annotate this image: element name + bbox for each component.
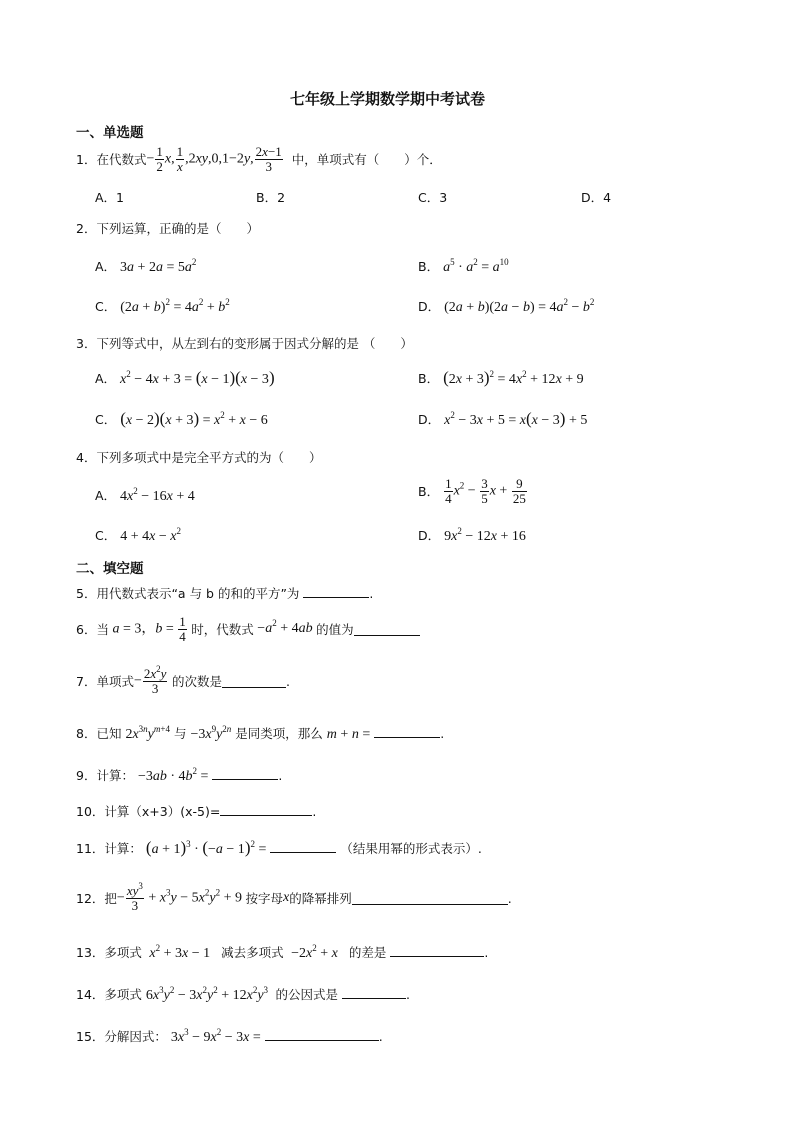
math-expression: $-3x^9y^{2n}$ [190, 724, 232, 742]
question-15: 15．分解因式： $3x^3 - 9x^2 - 3x$ = . [76, 1027, 383, 1045]
option-b[interactable]: B． $(2x + 3)^2 = 4x^2 + 12x + 9$ [418, 368, 584, 387]
question-text: 在代数式 [96, 152, 147, 167]
page-title: 七年级上学期数学期中考试卷 [290, 90, 486, 108]
option-d[interactable]: D．4 [581, 190, 612, 205]
math-expression: $(2a + b)(2a - b) = 4a^2 - b^2$ [444, 297, 595, 315]
answer-blank[interactable] [390, 944, 484, 957]
math-expression: $a^5 \cdot a^2 = a^{10}$ [443, 257, 509, 275]
section-fill-blank: 二、填空题 [76, 561, 144, 577]
answer-blank[interactable] [374, 725, 440, 738]
question-10: 10．计算（x+3）(x-5)= . [76, 804, 317, 819]
math-expression: $(a + 1)^3 \cdot (-a - 1)^2$ = [145, 838, 267, 857]
question-6: 6． 当 a = 3，b = $\frac{1}{4}$ 时，代数式 $-a^2 + 4ab$ 的值为 [76, 609, 420, 649]
question-8: 8．已知 $2x^{3n}y^{m+4}$ 与 $-3x^9y^{2n}$ 是同类项，那么 m + n = . [76, 724, 445, 742]
answer-blank[interactable] [212, 767, 278, 780]
option-d[interactable]: D． $9x^2 - 12x + 16$ [418, 526, 526, 544]
math-expression: $x^2 + 3x - 1$ [149, 943, 218, 961]
answer-blank[interactable] [265, 1028, 379, 1041]
question-1 [76, 141, 442, 177]
question-text: 下列多项式中是完全平方式的为（ ） [96, 450, 322, 465]
option-d[interactable]: D． $x^2 - 3x + 5 = x(x - 3) + 5$ [418, 409, 588, 428]
question-7: 7． 单项式 − $\frac{2x^2y}{3}$ 的次数是 . [76, 663, 290, 696]
answer-blank[interactable] [220, 803, 312, 816]
question-9: 9．计算： $-3ab \cdot 4b^2$ = . [76, 766, 283, 784]
math-expression: $\frac{1}{4}$ $x^2$ − $\frac{3}{5}$ x + $\frac{9}{25}$ [445, 475, 526, 506]
math-expression: − $\frac{1}{2}$ x, $\frac{1}{x}$ ,2xy,0,1−2y, $\frac{2x-1}{3}$ [146, 143, 282, 174]
math-expression: $3a + 2a = 5a^2$ [120, 257, 197, 275]
option-b[interactable]: B．2 [256, 190, 286, 205]
math-expression: $-2x^2 + x$ [287, 943, 338, 961]
math-expression: m + n = [326, 727, 371, 742]
question-number: 2． [76, 221, 97, 236]
math-expression: $2x^{3n}y^{m+4}$ [125, 724, 170, 742]
option-a[interactable]: A． $4x^2 - 16x + 4$ [95, 486, 195, 504]
option-a[interactable]: A． $x^2 - 4x + 3 = (x - 1)(x - 3)$ [95, 368, 275, 387]
math-expression: $(x - 2)(x + 3) = x^2 + x - 6$ [120, 409, 268, 428]
math-expression: $x^2 - 4x + 3 = (x - 1)(x - 3)$ [120, 368, 275, 387]
answer-blank[interactable] [342, 986, 406, 999]
math-expression: $6x^3y^2 - 3x^2y^2 + 12x^2y^3$ [145, 985, 269, 1003]
option-c[interactable]: C． $(2a + b)^2 = 4a^2 + b^2$ [95, 297, 230, 315]
math-expression: a = 3，b = $\frac{1}{4}$ [112, 613, 186, 644]
math-expression: $4 + 4x - x^2$ [120, 526, 181, 544]
question-text: 下列等式中，从左到右的变形属于因式分解的是 （ ） [96, 336, 413, 351]
question-2 [76, 219, 259, 237]
question-13: 13．多项式 $x^2 + 3x - 1$ 减去多项式 $-2x^2 + x$ 的差是 . [76, 943, 489, 961]
question-number: 1． [76, 152, 97, 167]
math-expression: $-a^2 + 4ab$ [253, 618, 313, 636]
section-single-choice: 一、单选题 [76, 125, 144, 141]
question-number: 4． [76, 450, 97, 465]
option-c[interactable]: C．3 [418, 190, 448, 205]
math-expression: − $\frac{xy^3}{3}$ + $x^3y - 5x^2y^2 + 9$ [116, 880, 246, 913]
option-b[interactable]: B． $\frac{1}{4}$ $x^2$ − $\frac{3}{5}$ x + $\frac{9}{25}$ [418, 475, 526, 506]
question-11: 11．计算： $(a + 1)^3 \cdot (-a - 1)^2$ = （结果用幂的形式表示）. [76, 838, 482, 857]
math-expression: $(2a + b)^2 = 4a^2 + b^2$ [120, 297, 230, 315]
math-expression: $3x^3 - 9x^2 - 3x$ = [170, 1027, 261, 1045]
math-expression: $x^2 - 3x + 5 = x(x - 3) + 5$ [444, 409, 588, 428]
option-a[interactable]: A．1 [95, 190, 125, 205]
math-expression: $(2x + 3)^2 = 4x^2 + 12x + 9$ [443, 368, 584, 387]
answer-blank[interactable] [352, 892, 508, 905]
math-expression: x [282, 890, 290, 905]
question-5: 5．用代数式表示“a 与 b 的和的平方”为 . [76, 586, 374, 601]
question-12: 12． 把 − $\frac{xy^3}{3}$ + $x^3y - 5x^2y^2 + 9$ 按字母 x 的降幂排列 . [76, 880, 512, 913]
answer-blank[interactable] [354, 623, 420, 636]
math-expression: $9x^2 - 12x + 16$ [444, 526, 526, 544]
answer-blank[interactable] [270, 840, 336, 853]
option-a[interactable]: A． $3a + 2a = 5a^2$ [95, 257, 197, 275]
math-expression: $4x^2 - 16x + 4$ [120, 486, 195, 504]
math-expression: $-3ab \cdot 4b^2$ = [137, 766, 209, 784]
answer-blank[interactable] [222, 675, 286, 688]
option-b[interactable]: B． $a^5 \cdot a^2 = a^{10}$ [418, 257, 509, 275]
question-text: 中，单项式有（ ）个． [291, 152, 442, 167]
question-4 [76, 448, 321, 466]
question-text: 下列运算，正确的是（ ） [96, 221, 259, 236]
option-d[interactable]: D． $(2a + b)(2a - b) = 4a^2 - b^2$ [418, 297, 595, 315]
question-number: 3． [76, 336, 97, 351]
math-expression: − $\frac{2x^2y}{3}$ [133, 663, 167, 696]
answer-blank[interactable] [303, 585, 369, 598]
option-c[interactable]: C． $4 + 4x - x^2$ [95, 526, 181, 544]
question-3 [76, 334, 413, 352]
option-c[interactable]: C． $(x - 2)(x + 3) = x^2 + x - 6$ [95, 409, 268, 428]
question-14: 14．多项式 $6x^3y^2 - 3x^2y^2 + 12x^2y^3$ 的公因式是 . [76, 985, 410, 1003]
